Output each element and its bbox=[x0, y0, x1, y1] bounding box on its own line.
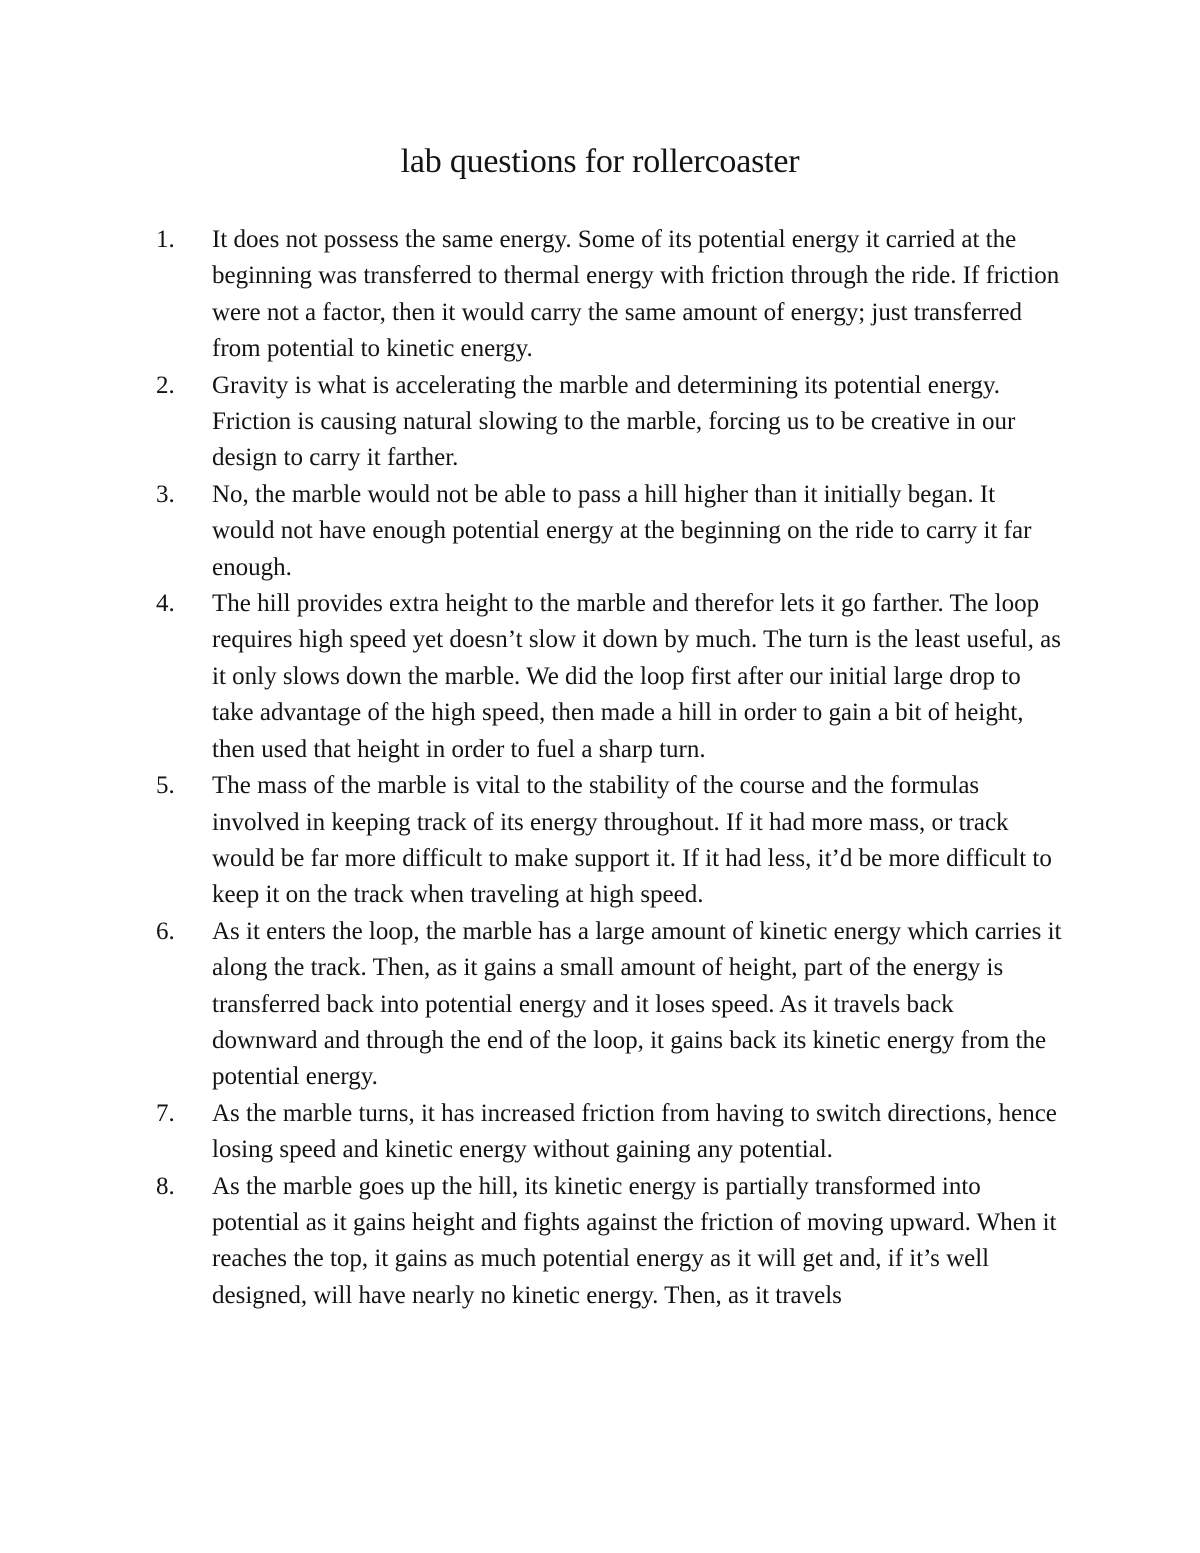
answer-number: 5. bbox=[156, 772, 175, 800]
answer-item-3 bbox=[0, 477, 1062, 586]
answer-text: No, the marble would not be able to pass a hill higher than it initially began. It would not have enough potential energy at the beginning on the ride to carry it far enough. bbox=[212, 480, 1032, 581]
answer-number: 3. bbox=[156, 480, 175, 508]
page-title: lab questions for rollercoaster bbox=[400, 143, 800, 180]
answer-item-6 bbox=[0, 914, 1062, 1096]
answer-number: 4. bbox=[156, 590, 175, 618]
answer-item-8 bbox=[0, 1169, 1062, 1315]
answer-number: 8. bbox=[156, 1172, 175, 1200]
answer-list bbox=[0, 222, 1200, 1314]
answer-item-2 bbox=[0, 368, 1062, 477]
answer-number: 1. bbox=[156, 226, 175, 253]
answer-item-7 bbox=[0, 1096, 1062, 1169]
answer-item-5 bbox=[0, 768, 1062, 914]
answer-number: 7. bbox=[156, 1099, 175, 1127]
answer-item-1 bbox=[0, 222, 1062, 368]
answer-number: 6. bbox=[156, 917, 175, 945]
answer-text: Gravity is what is accelerating the marble and determining its potential energy. Friction is causing natural slowing to the marble, forcing us to be creative in our design to carry it farther. bbox=[212, 371, 1016, 472]
answer-item-4 bbox=[0, 586, 1062, 768]
answer-text: As the marble goes up the hill, its kinetic energy is partially transformed into potential as it gains height and fights against the friction of moving upward. When it reaches the top, it gains as much potential energy as it will get and, if it’s well designed, will have nearly no kinetic energy. Then, as it travels bbox=[212, 1172, 1057, 1309]
answer-text: It does not possess the same energy. Some of its potential energy it carried at the beginning was transferred to thermal energy with friction through the ride. If friction were not a factor, then it would carry the same amount of energy; just transferred from potential to kinetic energy. bbox=[212, 226, 1060, 363]
answer-text: As it enters the loop, the marble has a large amount of kinetic energy which carries it along the track. Then, as it gains a small amount of height, part of the energy is transferred back into potential energy and it loses speed. As it travels back downward and through the end of the loop, it gains back its kinetic energy from the potential energy. bbox=[212, 917, 1062, 1091]
answer-text: The mass of the marble is vital to the stability of the course and the formulas involved in keeping track of its energy throughout. If it had more mass, or track would be far more difficult to make support it. If it had less, it’d be more difficult to keep it on the track when traveling at high speed. bbox=[212, 772, 1052, 909]
answer-number: 2. bbox=[156, 371, 175, 399]
answer-text: As the marble turns, it has increased friction from having to switch directions, hence losing speed and kinetic energy without gaining any potential. bbox=[212, 1099, 1057, 1164]
answer-text: The hill provides extra height to the marble and therefor lets it go farther. The loop requires high speed yet doesn’t slow it down by much. The turn is the least useful, as it only slows down the marble. We did the loop first after our initial large drop to take advantage of the high speed, then made a hill in order to gain a bit of height, then used that height in order to fuel a sharp turn. bbox=[212, 590, 1061, 763]
